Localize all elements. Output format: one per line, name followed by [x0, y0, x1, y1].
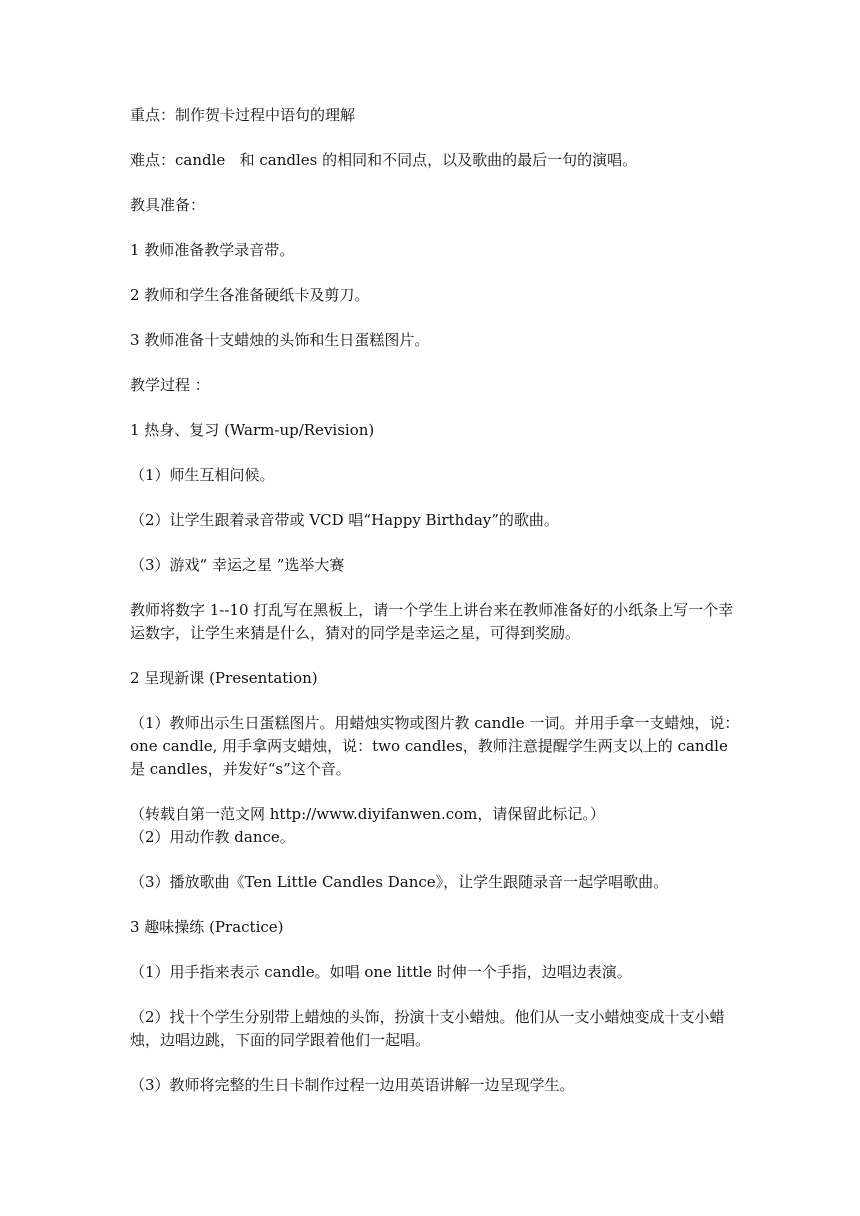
warmup-step-2: （2）让学生跟着录音带或 VCD 唱“Happy Birthday”的歌曲。 — [130, 511, 559, 529]
materials-item-1: 1 教师准备教学录音带。 — [130, 241, 295, 259]
materials-heading: 教具准备： — [130, 196, 206, 214]
document-page — [130, 104, 740, 1119]
practice-step-3: （3）教师将完整的生日卡制作过程一边用英语讲解一边呈现学生。 — [130, 1076, 575, 1094]
warmup-step-1: （1）师生互相问候。 — [130, 466, 275, 484]
presentation-step-3: （3）播放歌曲《Ten Little Candles Dance》，让学生跟随录音一起学唱歌曲。 — [130, 873, 669, 891]
materials-item-3: 3 教师准备十支蜡烛的头饰和生日蛋糕图片。 — [130, 331, 430, 349]
practice-step-2: （2）找十个学生分别带上蜡烛的头饰，扮演十支小蜡烛。他们从一支小蜡烛变成十支小蜡烛，边唱边跳，下面的同学跟着他们一起唱。 — [130, 1008, 725, 1049]
section-heading-presentation: 2 呈现新课 (Presentation) — [130, 669, 318, 687]
practice-step-1: （1）用手指来表示 candle。如唱 one little 时伸一个手指，边唱边表演。 — [130, 963, 632, 981]
presentation-step-1: （1）教师出示生日蛋糕图片。用蜡烛实物或图片教 candle 一词。并用手拿一支蜡烛，说：one candle, 用手拿两支蜡烛，说：two candles，教师注意提醒学生两支以上的 candle 是 candles，并发好“s”这个音。 — [130, 714, 740, 778]
warmup-step-3: （3）游戏“ 幸运之星 ”选举大赛 — [130, 556, 345, 574]
difficulty-line: 难点：candle 和 candles 的相同和不同点，以及歌曲的最后一句的演唱。 — [130, 151, 638, 169]
presentation-step-2: （2）用动作教 dance。 — [130, 828, 295, 846]
section-heading-warmup: 1 热身、复习 (Warm-up/Revision) — [130, 421, 375, 439]
section-heading-practice: 3 趣味操练 (Practice) — [130, 918, 284, 936]
process-heading: 教学过程 ： — [130, 376, 210, 394]
materials-item-2: 2 教师和学生各准备硬纸卡及剪刀。 — [130, 286, 370, 304]
lucky-star-game-description: 教师将数字 1--10 打乱写在黑板上，请一个学生上讲台来在教师准备好的小纸条上写一个幸运数字，让学生来猜是什么，猜对的同学是幸运之星，可得到奖励。 — [130, 601, 734, 642]
source-notice: （转载自第一范文网 http://www.diyifanwen.com，请保留此标记。） — [130, 805, 605, 823]
key-point-line: 重点：制作贺卡过程中语句的理解 — [130, 106, 356, 124]
